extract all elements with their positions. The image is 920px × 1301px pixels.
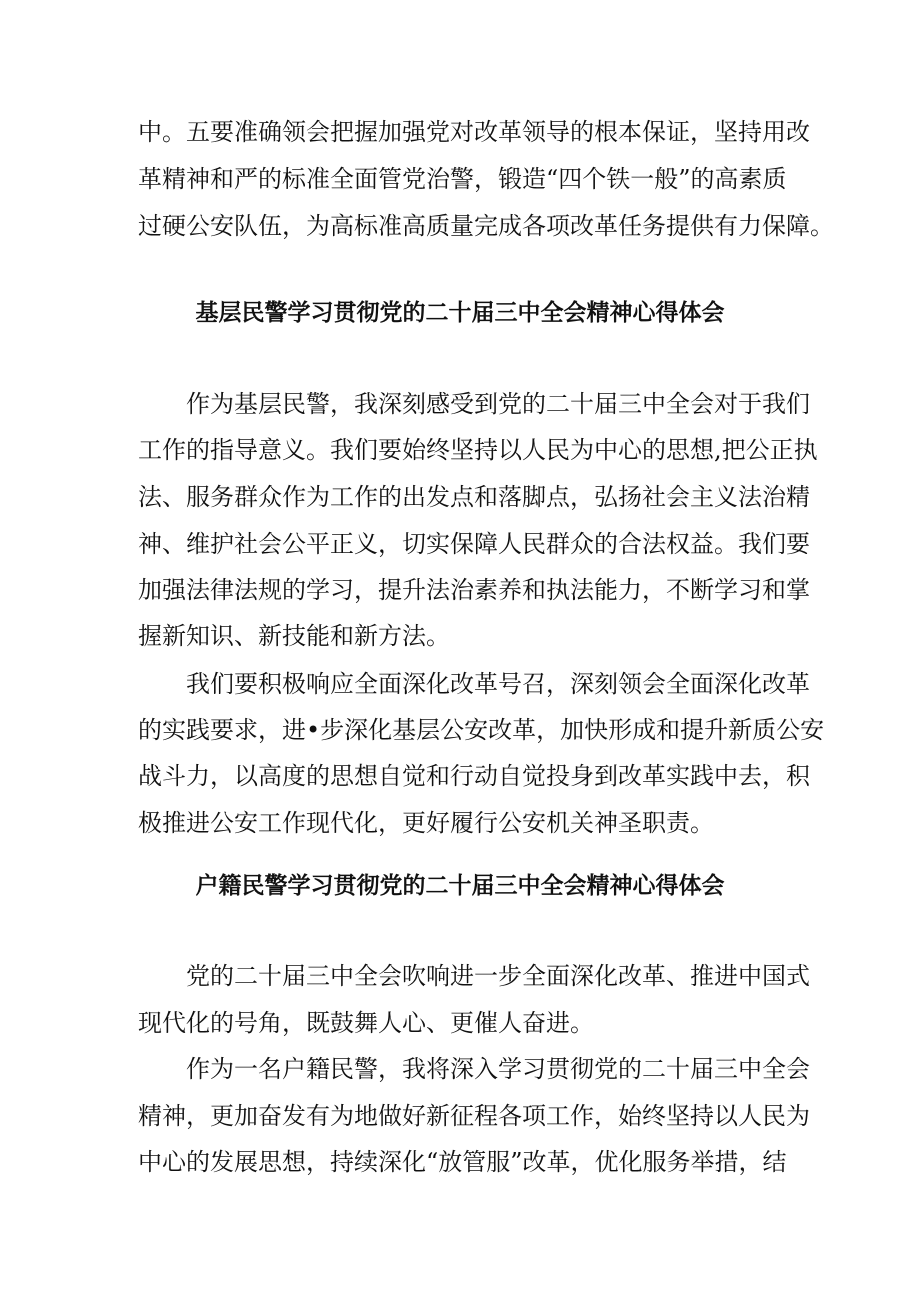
body-text-line: 中。五要准确领会把握加强党对改革领导的根本保证，坚持用改 <box>138 118 810 146</box>
body-text-line: 中心的发展思想，持续深化“放管服”改革，优化服务举措，结 <box>138 1148 787 1176</box>
body-text-line: 的实践要求，进•步深化基层公安改革，加快形成和提升新质公安 <box>138 716 825 744</box>
body-text-line: 作为一名户籍民警，我将深入学习贯彻党的二十届三中全会 <box>186 1055 810 1083</box>
body-text-line: 极推进公安工作现代化，更好履行公安机关神圣职责。 <box>138 809 714 837</box>
body-text-line: 握新知识、新技能和新方法。 <box>138 622 450 650</box>
body-text-line: 战斗力，以高度的思想自觉和行动自觉投身到改革实践中去，积 <box>138 762 810 790</box>
body-text-line: 党的二十届三中全会吹响进一步全面深化改革、推进中国式 <box>186 962 810 990</box>
section-title: 基层民警学习贯彻党的二十届三中全会精神心得体会 <box>195 299 725 326</box>
body-text-line: 我们要积极响应全面深化改革号召，深刻领会全面深化改革 <box>186 670 810 698</box>
body-text-line: 现代化的号角，既鼓舞人心、更催人奋进。 <box>138 1009 594 1037</box>
body-text-line: 神、维护社会公平正义，切实保障人民群众的合法权益。我们要 <box>138 530 810 558</box>
body-text-line: 作为基层民警，我深刻感受到党的二十届三中全会对于我们 <box>186 390 810 418</box>
section-title: 户籍民警学习贯彻党的二十届三中全会精神心得体会 <box>195 872 725 899</box>
body-text-line: 过硬公安队伍，为高标准高质量完成各项改革任务提供有力保障。 <box>138 212 834 240</box>
body-text-line: 工作的指导意义。我们要始终坚持以人民为中心的思想,把公正执 <box>138 436 818 464</box>
body-text-line: 革精神和严的标准全面管党治警，锻造“四个铁一般”的高素质 <box>138 165 787 193</box>
body-text-line: 精神，更加奋发有为地做好新征程各项工作，始终坚持以人民为 <box>138 1102 810 1130</box>
body-text-line: 加强法律法规的学习，提升法治素养和执法能力，不断学习和掌 <box>138 576 810 604</box>
body-text-line: 法、服务群众作为工作的出发点和落脚点，弘扬社会主义法治精 <box>138 483 810 511</box>
